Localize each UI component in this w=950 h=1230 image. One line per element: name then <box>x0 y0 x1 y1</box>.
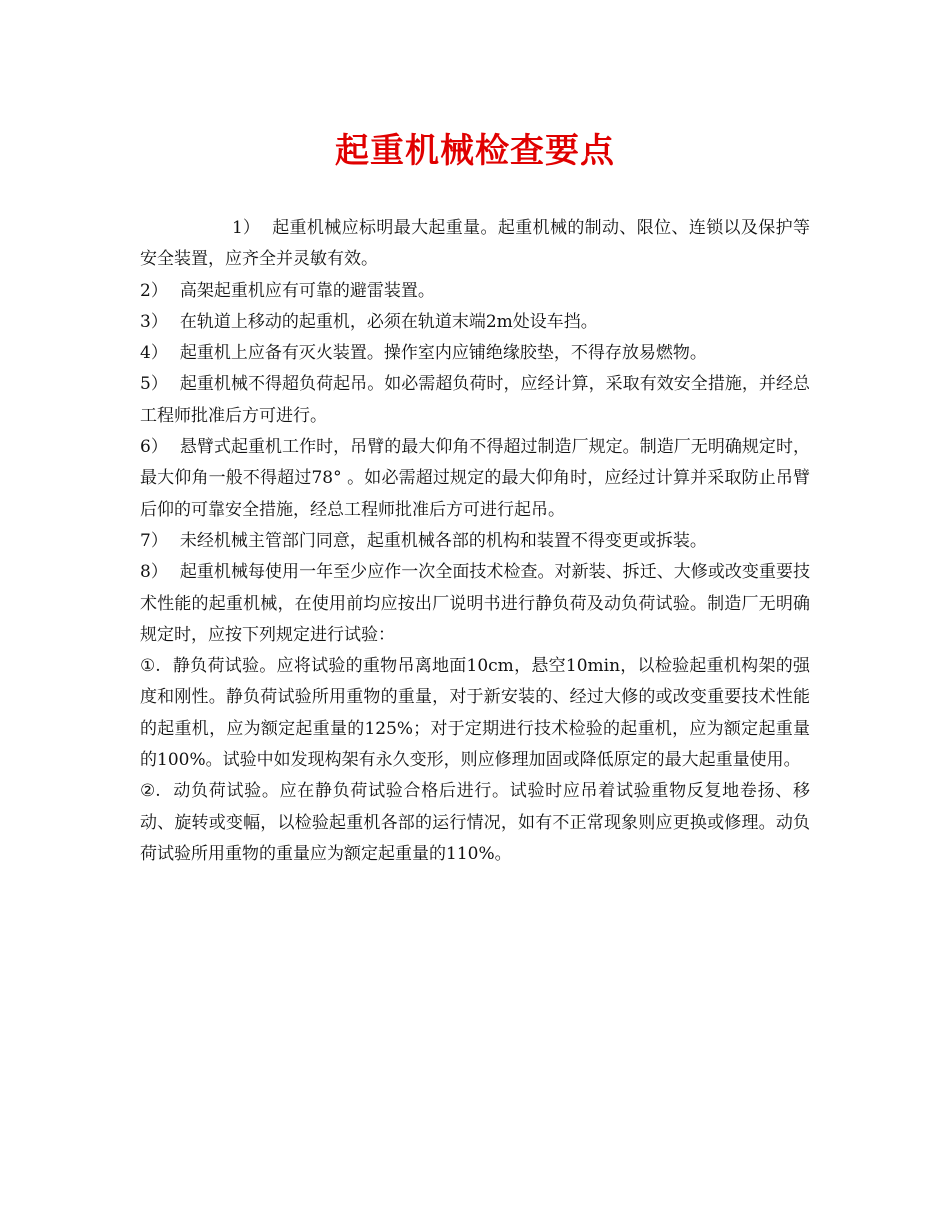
list-item <box>140 307 810 338</box>
list-item <box>140 557 810 651</box>
item-text: 悬臂式起重机工作时，吊臂的最大仰角不得超过制造厂规定。制造厂无明确规定时，最大仰角一般不得超过78° 。如必需超过规定的最大仰角时，应经过计算并采取防止吊臂后仰的可靠安全措施，经总工程师批准后方可进行起吊。 <box>140 437 810 520</box>
document-title: 起重机械检查要点 <box>335 131 615 171</box>
item-text: 未经机械主管部门同意，起重机械各部的机构和装置不得变更或拆装。 <box>179 530 707 551</box>
item-text: 起重机械应标明最大起重量。起重机械的制动、限位、连锁以及保护等安全装置，应齐全并灵敏有效。 <box>140 218 810 270</box>
list-item <box>140 651 810 776</box>
item-text: 静负荷试验。应将试验的重物吊离地面10cm，悬空10min，以检验起重机构架的强度和刚性。静负荷试验所用重物的重量，对于新安装的、经过大修的或改变重要技术性能的起重机，应为额定起重量的125%；对于定期进行技术检验的起重机，应为额定起重量的100%。试验中如发现构架有永久变形，则应修理加固或降低原定的最大起重量使用。 <box>140 656 810 771</box>
item-number: 1） <box>232 218 260 238</box>
list-item <box>140 432 810 526</box>
item-text: 动负荷试验。应在静负荷试验合格后进行。试验时应吊着试验重物反复地卷扬、移动、旋转或变幅，以检验起重机各部的运行情况，如有不正常现象则应更换或修理。动负荷试验所用重物的重量应为额定起重量的110%。 <box>140 781 810 864</box>
item-number: 3） <box>140 311 168 332</box>
item-number: ②. <box>140 781 161 802</box>
item-text: 起重机上应备有灭火装置。操作室内应铺绝缘胶垫，不得存放易燃物。 <box>179 343 707 364</box>
item-text: 起重机械每使用一年至少应作一次全面技术检查。对新装、拆迁、大修或改变重要技术性能的起重机械，在使用前均应按出厂说明书进行静负荷及动负荷试验。制造厂无明确规定时，应按下列规定进行试验： <box>140 562 810 645</box>
item-number: 6） <box>140 437 168 458</box>
list-item <box>140 213 810 276</box>
document-body <box>140 213 810 870</box>
item-text: 起重机械不得超负荷起吊。如必需超负荷时，应经计算，采取有效安全措施，并经总工程师批准后方可进行。 <box>140 374 810 426</box>
item-number: 7） <box>140 530 168 551</box>
item-number: ①. <box>140 656 161 677</box>
list-item <box>140 526 810 557</box>
list-item <box>140 276 810 307</box>
item-number: 4） <box>140 343 168 364</box>
item-number: 8） <box>140 562 168 583</box>
item-number: 2） <box>140 280 168 301</box>
list-item <box>140 369 810 432</box>
item-text: 高架起重机应有可靠的避雷装置。 <box>179 280 435 301</box>
item-number: 5） <box>140 374 168 395</box>
list-item <box>140 338 810 369</box>
item-text: 在轨道上移动的起重机，必须在轨道末端2m处设车挡。 <box>179 311 598 332</box>
list-item <box>140 776 810 870</box>
